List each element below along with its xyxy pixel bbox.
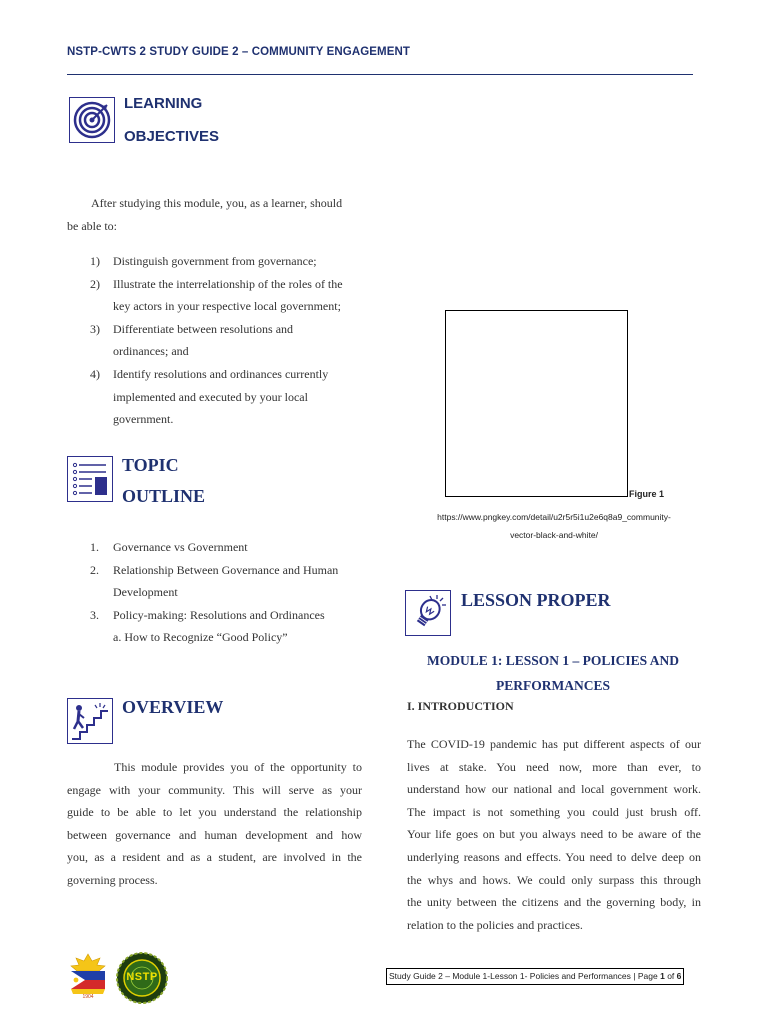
footer-page-info: Study Guide 2 – Module 1-Lesson 1- Policies and Performances | Page 1 of 6 xyxy=(386,968,684,985)
total-pages: 6 xyxy=(676,971,682,981)
introduction-paragraph: The COVID-19 pandemic has put different aspects of our lives at stake. You need now, more than ever, to understand how our national and local government work. The impact is not something you could just brush off. Your life goes on but you always need to be aware of the underlying reasons and effects. You need to delve deep on the whys and hows. We could only surpass this through the unity between the citizens and the governing body, in relation to the policies and practices. xyxy=(407,737,701,932)
header-divider xyxy=(67,74,693,75)
list-item: 3. Policy-making: Resolutions and Ordinances a. How to Recognize “Good Policy” xyxy=(90,607,325,645)
list-item: 1. Governance vs Government xyxy=(90,540,248,554)
stairs-climber-icon xyxy=(67,698,113,744)
list-item: 4) Identify resolutions and ordinances currently implemented and executed by your local government. xyxy=(90,366,329,427)
current-page-number: 1 xyxy=(660,971,665,981)
list-item: 1) Distinguish government from governance; xyxy=(90,254,317,268)
figure-label: Figure 1 xyxy=(629,489,665,499)
lightbulb-icon xyxy=(405,590,451,636)
list-item: 2) Illustrate the interrelationship of the roles of the key actors in your respective local government; xyxy=(90,276,343,314)
topic-outline-list xyxy=(90,536,360,649)
overview-heading: OVERVIEW xyxy=(122,697,224,717)
seal-logo-left xyxy=(67,952,109,1002)
list-item: 3) Differentiate between resolutions and ordinances; and xyxy=(90,321,294,359)
page-header-title: NSTP-CWTS 2 STUDY GUIDE 2 – COMMUNITY ENGAGEMENT xyxy=(67,46,411,58)
list-item: 2. Relationship Between Governance and Human Development xyxy=(90,562,339,600)
topic-outline-heading: TOPIC OUTLINE xyxy=(122,455,206,506)
nstp-logo-text: NSTP xyxy=(126,971,158,983)
seal-year: 1904 xyxy=(82,994,94,1000)
figure-image-placeholder xyxy=(445,310,628,497)
objectives-list xyxy=(90,250,360,431)
checklist-icon xyxy=(67,456,113,502)
introduction-heading: I. INTRODUCTION xyxy=(407,699,514,713)
nstp-logo xyxy=(116,952,168,1004)
lesson-proper-heading: LESSON PROPER xyxy=(461,590,611,610)
objectives-intro: After studying this module, you, as a learner, should be able to: xyxy=(67,196,343,233)
target-icon xyxy=(69,97,115,143)
module-lesson-title: MODULE 1: LESSON 1 – POLICIES AND PERFORMANCES xyxy=(426,653,680,693)
overview-paragraph: This module provides you of the opportunity to engage with your community. This will serve as your guide to be able to let you understand the relationship between governance and human development and how you, as a resident and as a student, are involved in the governing process. xyxy=(67,760,362,887)
figure-source-url: https://www.pngkey.com/detail/u2r5r5i1u2e6q8a9_community- vector-black-and-white/ xyxy=(437,512,671,540)
learning-objectives-heading: LEARNING OBJECTIVES xyxy=(124,95,220,145)
